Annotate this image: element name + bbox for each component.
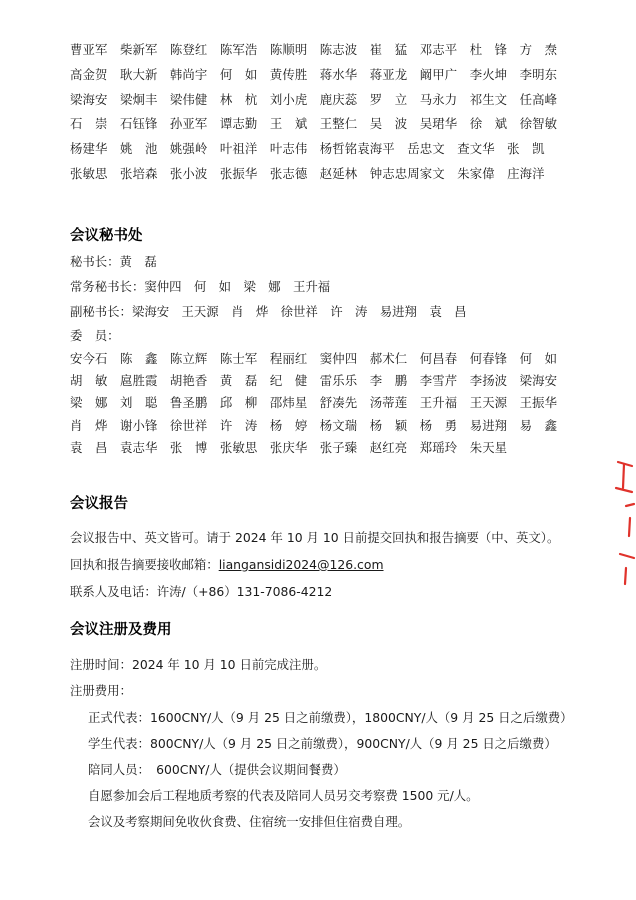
members-label: 委 员：	[70, 328, 120, 343]
stamp-stroke	[625, 568, 626, 584]
report-email-line	[70, 555, 384, 573]
email-link[interactable]: liangansidi2024@126.com	[218, 557, 384, 572]
accommodation-note: 会议及考察期间免收伙食费、住宿统一安排但住宿费自理。	[88, 814, 411, 829]
member-row: 袁 昌 袁志华 张 博 张敏思 张庆华 张子臻 赵红亮 郑瑶玲 朱天星	[70, 439, 508, 455]
participant-name-list	[70, 38, 558, 187]
member-row: 梁 娜 刘 聪 鲁圣鹏 邱 柳 邵炜星 舒凑先 汤蒂莲 王升福 王天源 王振华	[70, 395, 558, 411]
name-row: 张敏思 张培森 张小波 张振华 张志德 赵延林 钟志忠周家文 朱家偉 庄海洋	[70, 165, 545, 181]
stamp-strokes	[616, 462, 634, 584]
report-heading: 会议报告	[70, 496, 128, 512]
standing-secretary: 常务秘书长：窦仲四 何 如 梁 娜 王升福	[70, 279, 331, 294]
report-language-note: 会议报告中、英文皆可。请于 2024 年 10 月 10 日前提交回执和报告摘要（中、英文）。	[70, 530, 560, 545]
stamp-stroke	[623, 464, 624, 488]
member-row: 安今石 陈 鑫 陈立辉 陈士军 程丽红 窦仲四 郝术仁 何昌春 何春锋 何 如	[70, 351, 558, 366]
name-row: 曹亚军 柴新军 陈登红 陈军浩 陈顺明 陈志波 崔 猛 邓志平 杜 锋 方 焘	[70, 42, 558, 57]
stamp-stroke	[626, 504, 634, 506]
field-trip-note: 自愿参加会后工程地质考察的代表及陪同人员另交考察费 1500 元/人。	[88, 788, 479, 803]
registration-time: 注册时间：2024 年 10 月 10 日前完成注册。	[70, 657, 327, 672]
deputy-secretary: 副秘书长：梁海安 王天源 肖 烨 徐世祥 许 涛 易进翔 袁 昌	[70, 304, 467, 319]
secretary-general: 秘书长：黄 磊	[70, 254, 157, 269]
red-stamp-edge-mark	[612, 458, 636, 588]
stamp-stroke	[616, 488, 632, 492]
name-row: 高金贺 耿大新 韩尚宇 何 如 黄传胜 蒋水华 蒋亚龙 阚甲广 李火坤 李明东	[70, 66, 558, 82]
member-row: 胡 敏 扈胜霞 胡艳香 黄 磊 纪 健 雷乐乐 李 鹏 李雪芹 李扬波 梁海安	[70, 373, 558, 389]
fee-label: 注册费用：	[70, 683, 132, 698]
contact-line: 联系人及电话：许涛/（+86）131-7086-4212	[70, 584, 333, 599]
fee-student: 学生代表：800CNY/人（9 月 25 日之前缴费），900CNY/人（9 月 25 日之后缴费）	[88, 736, 557, 751]
name-row: 梁海安 梁炯丰 梁伟健 林 杭 刘小虎 鹿庆蕊 罗 立 马永力 祁生文 任高峰	[70, 91, 558, 107]
name-row: 石 崇 石钰锋 孙亚军 谭志勤 王 斌 王整仁 吴 波 吴珺华 徐 斌 徐智敏	[70, 116, 558, 132]
stamp-stroke	[629, 518, 630, 536]
fee-companion: 陪同人员： 600CNY/人（提供会议期间餐费）	[88, 762, 346, 777]
member-row: 肖 烨 谢小锋 徐世祥 许 涛 杨 婷 杨文瑞 杨 颖 杨 勇 易进翔 易 鑫	[70, 417, 558, 433]
fee-formal: 正式代表：1600CNY/人（9 月 25 日之前缴费），1800CNY/人（9 月 25 日之后缴费）	[88, 710, 573, 725]
members-list	[70, 348, 558, 459]
email-label: 回执和报告摘要接收邮箱：	[70, 557, 219, 572]
name-row: 杨建华 姚 池 姚强岭 叶祖洋 叶志伟 杨哲铭袁海平 岳忠文 查文华 张 凯	[70, 141, 545, 157]
stamp-stroke	[620, 554, 634, 558]
registration-heading: 会议注册及费用	[70, 622, 172, 638]
secretariat-heading: 会议秘书处	[70, 228, 143, 244]
